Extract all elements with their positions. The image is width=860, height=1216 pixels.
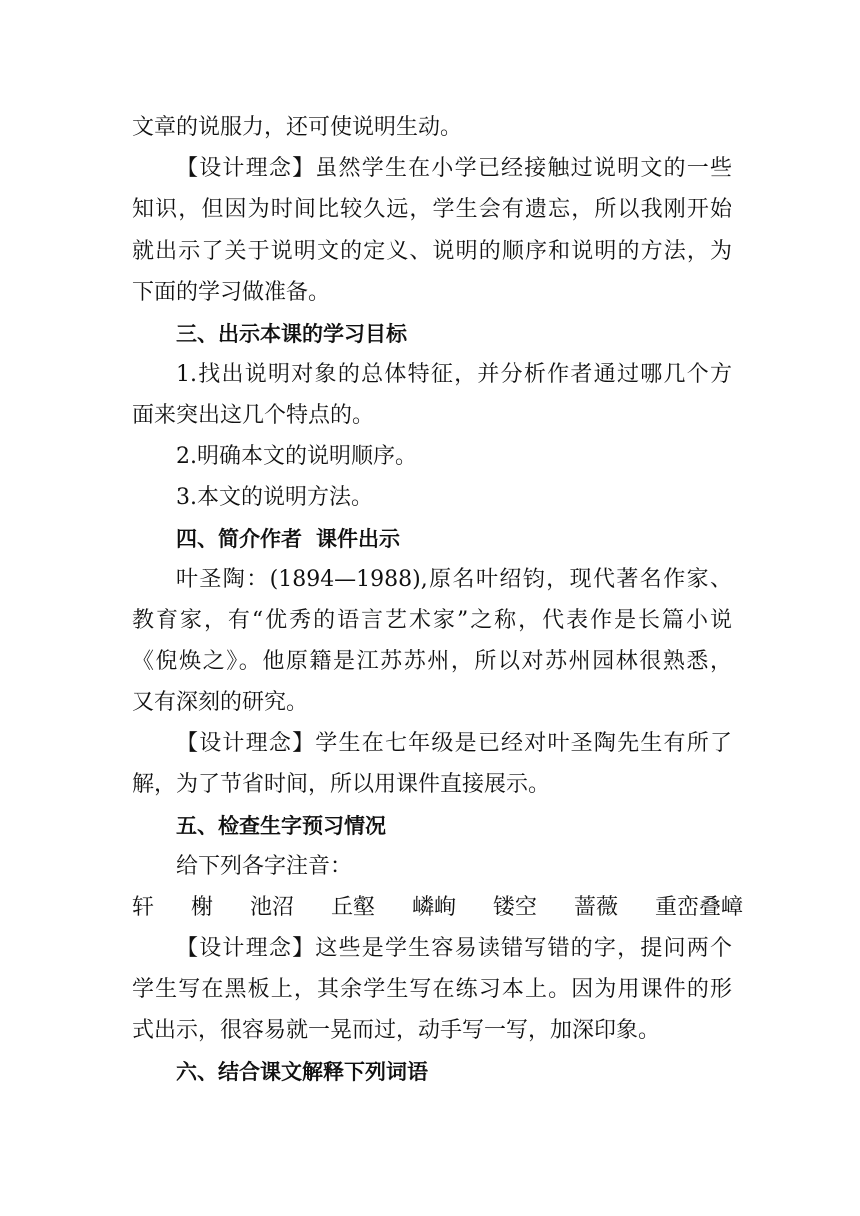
design-note-line: 【设计理念】学生在七年级是已经对叶圣陶先生有所了	[176, 731, 732, 756]
author-intro-line: 叶圣陶：(1894—1988),原名叶绍钧，现代著名作家、	[176, 567, 732, 592]
paragraph-line: 式出示，很容易就一晃而过，动手写一写，加深印象。	[132, 1018, 661, 1043]
paragraph-line: 解，为了节省时间，所以用课件直接展示。	[132, 772, 551, 797]
paragraph-line: 知识，但因为时间比较久远，学生会有遗忘，所以我刚开始	[132, 197, 732, 222]
paragraph-line: 面来突出这几个特点的。	[132, 403, 375, 428]
paragraph-line: 学生写在黑板上，其余学生写在练习本上。因为用课件的形	[132, 977, 732, 1002]
section-heading: 三、出示本课的学习目标	[176, 322, 407, 346]
paragraph-line: 就出示了关于说明文的定义、说明的顺序和说明的方法，为	[132, 239, 732, 264]
design-note-line: 【设计理念】虽然学生在小学已经接触过说明文的一些	[176, 156, 732, 181]
section-heading	[176, 525, 776, 553]
section-heading: 六、结合课文解释下列词语	[176, 1060, 428, 1084]
instruction-line: 给下列各字注音：	[176, 854, 353, 879]
objective-line: 2.明确本文的说明顺序。	[176, 444, 417, 469]
paragraph-line: 下面的学习做准备。	[132, 280, 331, 305]
objective-line: 1.找出说明对象的总体特征，并分析作者通过哪几个方	[176, 362, 732, 387]
objective-line: 3.本文的说明方法。	[176, 485, 373, 510]
section-heading: 五、检查生字预习情况	[176, 814, 386, 838]
section-heading-title: 四、简介作者	[176, 527, 302, 551]
vocabulary-line: 轩 榭 池沼 丘壑 嶙峋 镂空 蔷薇 重峦叠嶂	[132, 895, 743, 920]
paragraph-line: 文章的说服力，还可使说明生动。	[132, 115, 463, 140]
paragraph-line: 又有深刻的研究。	[132, 690, 309, 715]
design-note-line: 【设计理念】这些是学生容易读错写错的字，提问两个	[176, 936, 732, 961]
section-heading-note: 课件出示	[316, 527, 400, 551]
paragraph-line: 教育家，有“优秀的语言艺术家”之称，代表作是长篇小说	[132, 608, 732, 633]
paragraph-line: 《倪焕之》。他原籍是江苏苏州，所以对苏州园林很熟悉，	[132, 649, 732, 674]
